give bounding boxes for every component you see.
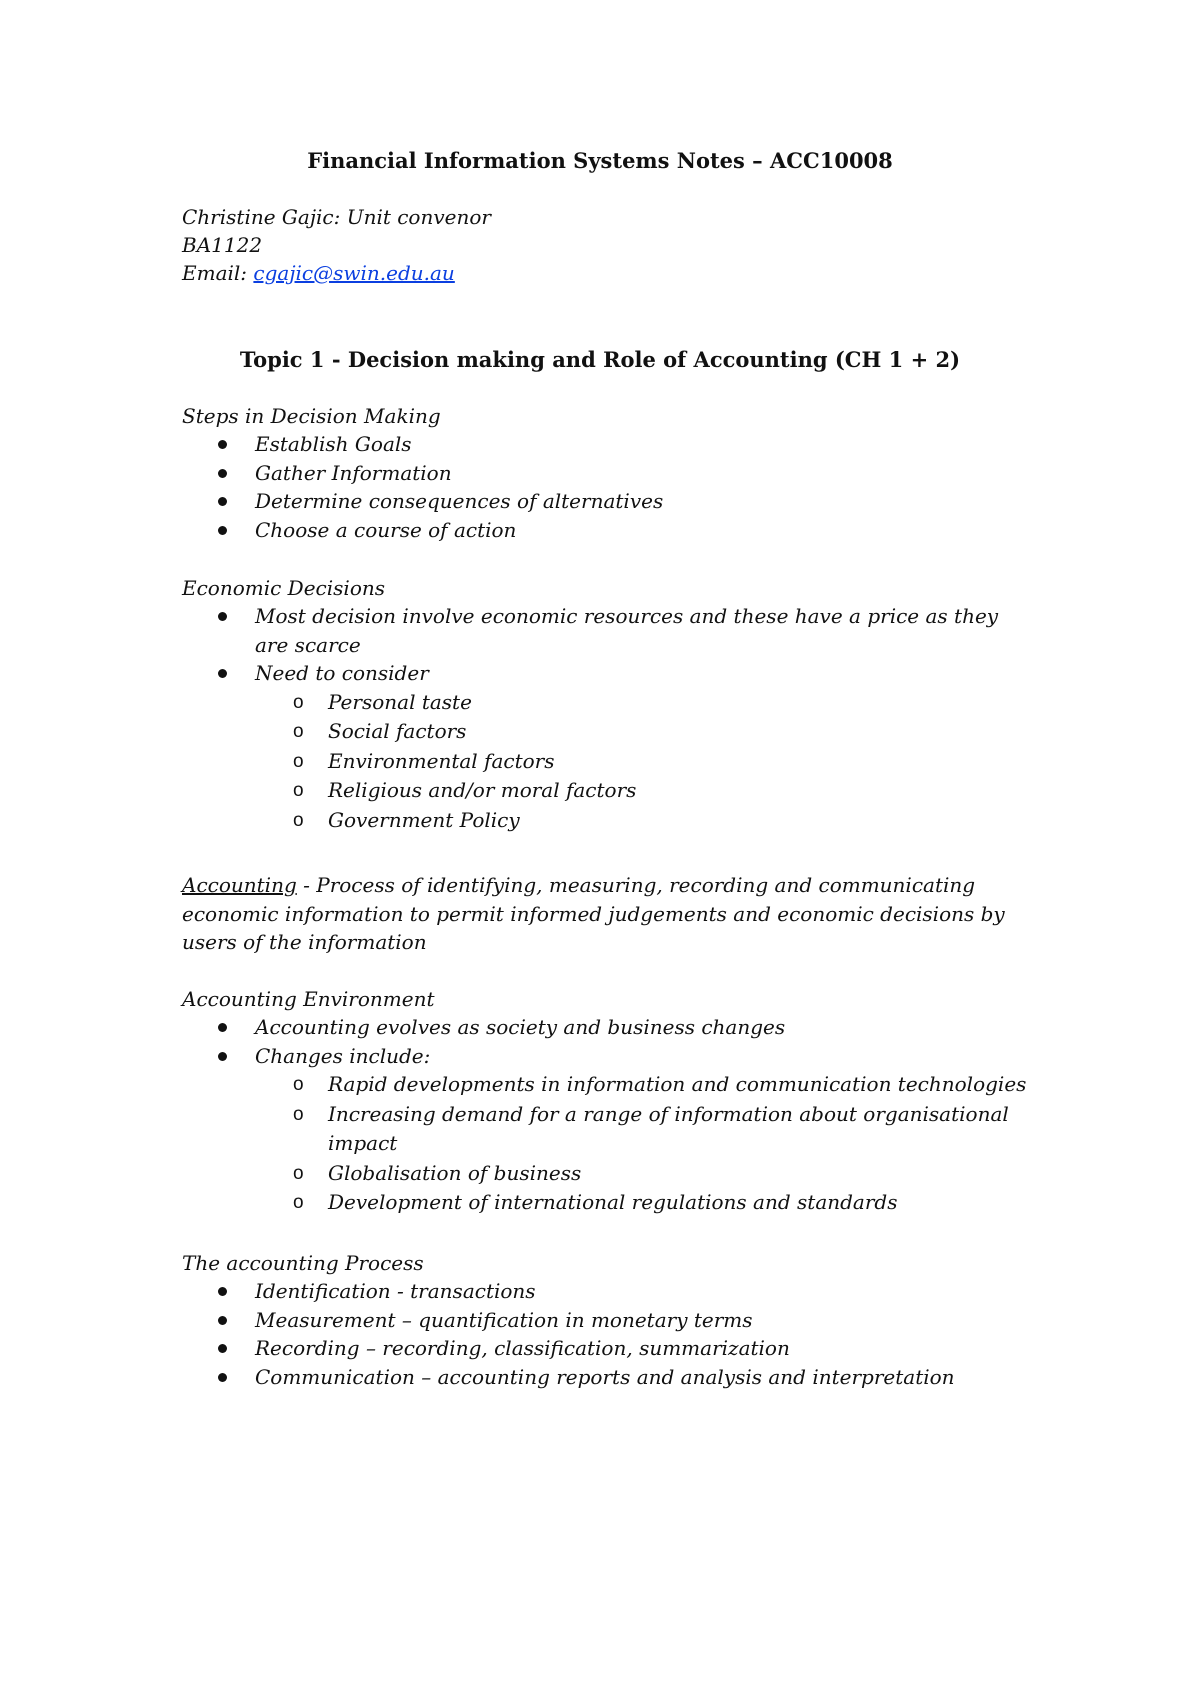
sub-list-item [0, 1188, 1028, 1218]
bullet-icon [218, 497, 227, 506]
list-item [0, 430, 663, 459]
list-item [0, 487, 663, 516]
list-item [0, 1306, 955, 1335]
email-label: Email: [182, 261, 254, 285]
economic-list [0, 602, 1035, 835]
circle-bullet-icon: o [293, 1103, 304, 1125]
list-item-text: Measurement – quantification in monetary terms [255, 1307, 753, 1332]
sub-list-item [0, 1159, 1028, 1189]
bullet-icon [218, 1052, 227, 1061]
sub-list-item-text: Rapid developments in information and communication technologies [328, 1072, 1027, 1097]
room-line: BA1122 [182, 233, 263, 257]
bullet-icon [218, 440, 227, 449]
list-item-text: Changes include: [255, 1043, 431, 1068]
bullet-icon [218, 1373, 227, 1382]
list-item-text: Communication – accounting reports and analysis and interpretation [255, 1364, 955, 1389]
environment-heading: Accounting Environment [182, 987, 435, 1011]
circle-bullet-icon: o [293, 1192, 304, 1214]
list-item-text: Determine consequences of alternatives [255, 489, 664, 514]
bullet-icon [218, 526, 227, 535]
sub-list-item-text: Government Policy [328, 807, 520, 832]
circle-bullet-icon: o [293, 691, 304, 713]
email-link[interactable]: cgajic@swin.edu.au [253, 261, 455, 285]
sub-list-item [0, 1100, 1028, 1159]
sub-list-item-text: Increasing demand for a range of information about organisational impact [328, 1101, 1009, 1156]
sub-list-item [0, 1070, 1028, 1100]
list-item [0, 1042, 1028, 1218]
list-item [0, 1363, 955, 1392]
list-item-text: Need to consider [255, 661, 429, 686]
economic-heading: Economic Decisions [182, 576, 385, 600]
environment-list [0, 1013, 1028, 1218]
bullet-icon [218, 1344, 227, 1353]
accounting-definition-text: - Process of identifying, measuring, recording and communicating economic information to permit informed judgements and economic decisions by users of the information [182, 873, 1005, 955]
topic-title: Topic 1 - Decision making and Role of Accounting (CH 1 + 2) [239, 347, 961, 372]
process-heading: The accounting Process [182, 1251, 424, 1275]
list-item [0, 1277, 955, 1306]
bullet-icon [218, 469, 227, 478]
circle-bullet-icon: o [293, 780, 304, 802]
list-item [0, 659, 1035, 835]
steps-list [0, 430, 663, 544]
list-item-text: Gather Information [255, 460, 452, 485]
circle-bullet-icon: o [293, 1162, 304, 1184]
sub-list-item-text: Social factors [328, 719, 467, 744]
list-item-text: Recording – recording, classification, summarization [255, 1336, 790, 1361]
sub-list-item [0, 806, 1035, 836]
sub-list-item [0, 717, 1035, 747]
sub-list-item [0, 776, 1035, 806]
sub-list-item [0, 688, 1035, 718]
bullet-icon [218, 1316, 227, 1325]
sub-list-item-text: Religious and/or moral factors [328, 778, 637, 803]
sub-list-item-text: Personal taste [328, 689, 472, 714]
convenor-line: Christine Gajic: Unit convenor [182, 205, 491, 229]
bullet-icon [218, 612, 227, 621]
list-item [0, 1334, 955, 1363]
sub-list-item [0, 747, 1035, 777]
list-item-text: Choose a course of action [255, 517, 517, 542]
bullet-icon [218, 1023, 227, 1032]
list-item-text: Establish Goals [255, 432, 412, 456]
accounting-definition [182, 871, 1022, 957]
list-item-text: Accounting evolves as society and business changes [255, 1015, 786, 1039]
email-line [182, 259, 455, 287]
sub-list-item-text: Environmental factors [328, 748, 555, 773]
economic-sub-list [0, 688, 1035, 836]
circle-bullet-icon: o [293, 721, 304, 743]
sub-list-item-text: Development of international regulations and standards [328, 1190, 898, 1215]
accounting-term: Accounting [182, 873, 297, 897]
circle-bullet-icon: o [293, 750, 304, 772]
sub-list-item-text: Globalisation of business [328, 1160, 582, 1185]
environment-sub-list [0, 1070, 1028, 1218]
process-list [0, 1277, 955, 1391]
bullet-icon [218, 1287, 227, 1296]
list-item-text: Most decision involve economic resources and these have a price as they are scarce [255, 604, 999, 657]
circle-bullet-icon: o [293, 809, 304, 831]
list-item [0, 602, 1035, 659]
list-item-text: Identification - transactions [255, 1279, 536, 1303]
circle-bullet-icon: o [293, 1074, 304, 1096]
list-item [0, 1013, 1028, 1042]
document-title: Financial Information Systems Notes – ACC10008 [307, 148, 893, 173]
list-item [0, 459, 663, 488]
list-item [0, 516, 663, 545]
bullet-icon [218, 669, 227, 678]
steps-heading: Steps in Decision Making [182, 404, 441, 428]
